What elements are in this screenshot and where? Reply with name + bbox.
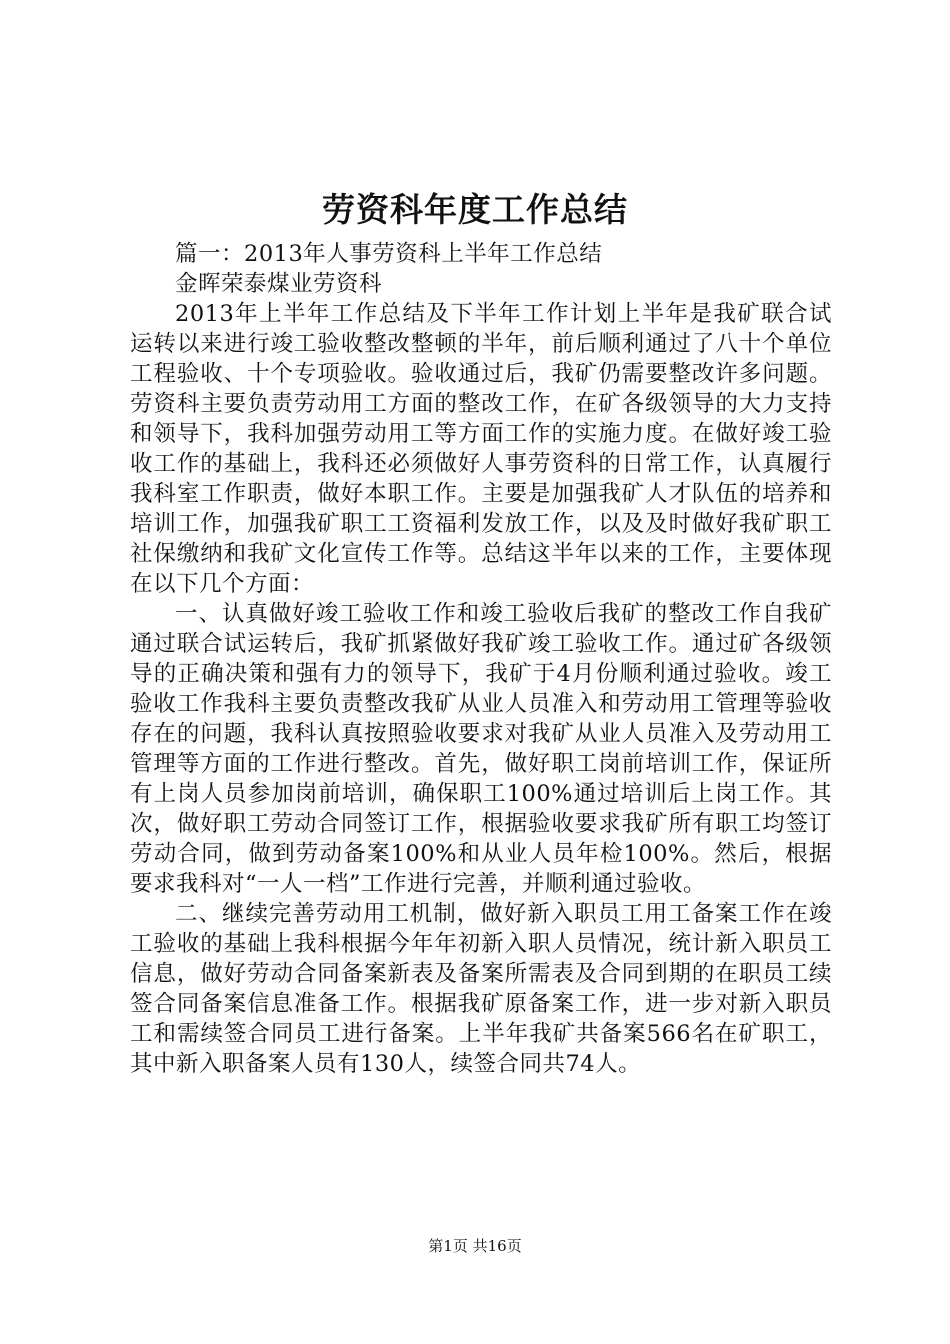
page-footer: 第1页 共16页 (428, 1237, 522, 1255)
department-name: 金晖荣泰煤业劳资科 (175, 271, 383, 297)
paragraph-section-1: 一、认真做好竣工验收工作和竣工验收后我矿的整改工作自我矿通过联合试运转后，我矿抓紧做好我矿竣工验收工作。通过矿各级领导的正确决策和强有力的领导下，我矿于4月份顺利通过验收。竣工验收工作我科主要负责整改我矿从业人员准入和劳动用工管理等验收存在的问题，我科认真按照验收要求对我矿从业人员准入及劳动用工管理等方面的工作进行整改。首先，做好职工岗前培训工作，保证所有上岗人员参加岗前培训，确保职工100%通过培训后上岗工作。其次，做好职工劳动合同签订工作，根据验收要求我矿所有职工均签订劳动合同，做到劳动备案100%和从业人员年检100%。然后，根据要求我科对“一人一档”工作进行完善，并顺利通过验收。 (130, 601, 832, 897)
document-body (130, 239, 832, 1079)
paragraph-section-2: 二、继续完善劳动用工机制，做好新入职员工用工备案工作在竣工验收的基础上我科根据今年年初新入职人员情况，统计新入职员工信息，做好劳动合同备案新表及备案所需表及合同到期的在职员工续签合同备案信息准备工作。根据我矿原备案工作，进一步对新入职员工和需续签合同员工进行备案。上半年我矿共备案566名在矿职工，其中新入职备案人员有130人，续签合同共74人。 (130, 901, 832, 1077)
paragraph-intro: 2013年上半年工作总结及下半年工作计划上半年是我矿联合试运转以来进行竣工验收整改整顿的半年，前后顺利通过了八十个单位工程验收、十个专项验收。验收通过后，我矿仍需要整改许多问题。劳资科主要负责劳动用工方面的整改工作，在矿各级领导的大力支持和领导下，我科加强劳动用工等方面工作的实施力度。在做好竣工验收工作的基础上，我科还必须做好人事劳资科的日常工作，认真履行我科室工作职责，做好本职工作。主要是加强我矿人才队伍的培养和培训工作，加强我矿职工工资福利发放工作，以及及时做好我矿职工社保缴纳和我矿文化宣传工作等。总结这半年以来的工作，主要体现在以下几个方面： (130, 301, 832, 597)
document-title: 劳资科年度工作总结 (322, 190, 628, 229)
chapter-heading: 篇一：2013年人事劳资科上半年工作总结 (175, 241, 603, 267)
